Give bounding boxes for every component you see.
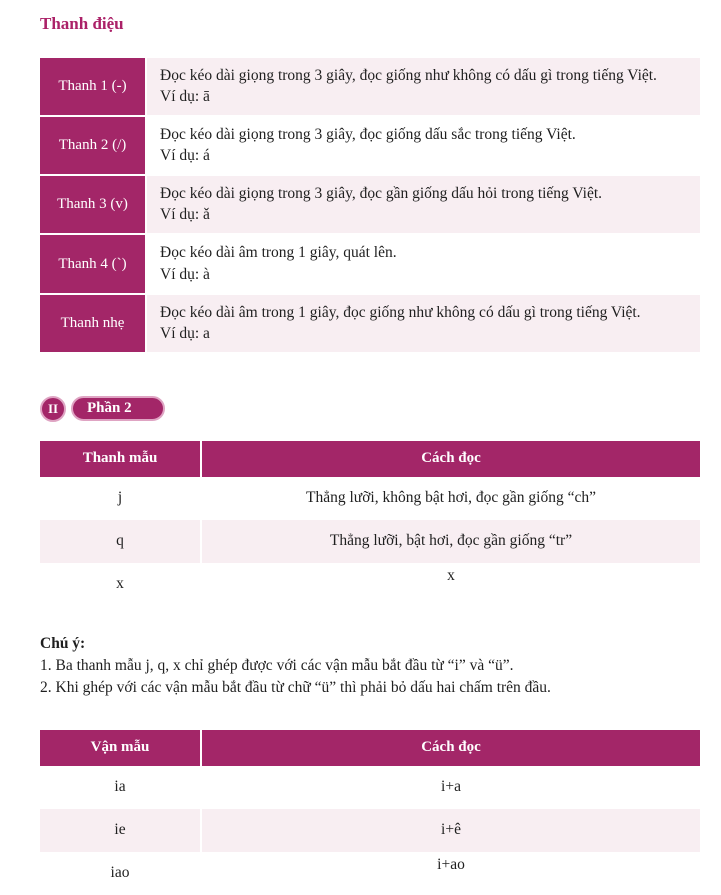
tone-label: Thanh nhẹ	[40, 295, 145, 352]
tone-label: Thanh 1 (-)	[40, 58, 145, 115]
tone-row-5	[40, 295, 700, 352]
table-row	[40, 520, 700, 563]
tone-row-4	[40, 235, 700, 292]
final-value: ia	[114, 778, 126, 796]
final-value: ie	[114, 821, 126, 839]
table-row	[40, 852, 700, 895]
roman-numeral-badge: II	[40, 396, 66, 422]
tone-example: Ví dụ: a	[160, 324, 210, 342]
final-cell	[40, 852, 200, 895]
reading-cell	[202, 852, 700, 895]
initial-cell	[40, 563, 200, 606]
finals-table	[40, 730, 700, 895]
tone-example: Ví dụ: á	[160, 147, 210, 165]
finals-table-header	[40, 730, 700, 766]
table-row	[40, 563, 700, 606]
final-cell	[40, 766, 200, 809]
tone-row-2	[40, 117, 700, 174]
initial-value: j	[117, 489, 123, 507]
tone-description	[147, 176, 700, 233]
reading-value: x	[447, 567, 455, 585]
initial-value: x	[116, 575, 124, 593]
notes-section	[40, 633, 700, 699]
final-cell	[40, 809, 200, 852]
tone-example: Ví dụ: à	[160, 265, 210, 283]
reading-value: i+a	[441, 778, 461, 796]
column-header-thanh-mau: Thanh mẫu	[40, 441, 200, 477]
reading-cell	[202, 520, 700, 563]
final-value: iao	[110, 864, 130, 882]
reading-cell	[202, 477, 700, 520]
initial-cell	[40, 520, 200, 563]
tone-desc-text: Đọc kéo dài giọng trong 3 giây, đọc giống dấu sắc trong tiếng Việt.	[160, 126, 576, 144]
initials-table-header	[40, 441, 700, 477]
tone-row-1	[40, 58, 700, 115]
page-title: Thanh điệu	[40, 14, 124, 33]
table-row	[40, 809, 700, 852]
reading-value: i+ao	[437, 856, 465, 874]
note-item-2: 2. Khi ghép với các vận mẫu bắt đầu từ chữ “ü” thì phải bỏ dấu hai chấm trên đầu.	[40, 678, 551, 696]
initial-cell	[40, 477, 200, 520]
tone-desc-text: Đọc kéo dài âm trong 1 giây, quát lên.	[160, 244, 397, 262]
reading-value: Thẳng lưỡi, không bật hơi, đọc gần giống “ch”	[306, 489, 596, 507]
reading-cell	[202, 766, 700, 809]
column-header-van-mau: Vận mẫu	[40, 730, 200, 766]
table-row	[40, 766, 700, 809]
reading-cell	[202, 563, 700, 606]
tone-desc-text: Đọc kéo dài giọng trong 3 giây, đọc gần giống dấu hỏi trong tiếng Việt.	[160, 185, 603, 203]
tone-label: Thanh 4 (`)	[40, 235, 145, 292]
column-header-cach-doc: Cách đọc	[202, 441, 700, 477]
tone-example: Ví dụ: ǎ	[160, 206, 210, 224]
reading-value: Thẳng lưỡi, bật hơi, đọc gần giống “tr”	[329, 532, 573, 550]
tone-row-3	[40, 176, 700, 233]
initials-table	[40, 441, 700, 606]
tone-label: Thanh 3 (v)	[40, 176, 145, 233]
section-badge: Phần 2	[71, 396, 165, 421]
tone-desc-text: Đọc kéo dài giọng trong 3 giây, đọc giống như không có dấu gì trong tiếng Việt.	[160, 67, 657, 84]
reading-cell	[202, 809, 700, 852]
tone-table	[40, 58, 700, 352]
section-2-marker	[40, 396, 700, 422]
reading-value: i+ê	[441, 821, 461, 839]
column-header-cach-doc: Cách đọc	[202, 730, 700, 766]
tone-description	[147, 58, 700, 115]
notes-heading: Chú ý:	[40, 634, 86, 652]
initial-value: q	[116, 532, 124, 550]
tone-description	[147, 235, 700, 292]
note-item-1: 1. Ba thanh mẫu j, q, x chỉ ghép được với các vận mẫu bắt đầu từ “i” và “ü”.	[40, 656, 514, 674]
table-row	[40, 477, 700, 520]
tone-description	[147, 295, 700, 352]
tone-desc-text: Đọc kéo dài âm trong 1 giây, đọc giống như không có dấu gì trong tiếng Việt.	[160, 303, 641, 321]
tone-label: Thanh 2 (/)	[40, 117, 145, 174]
tone-example: Ví dụ: ā	[160, 88, 210, 106]
tone-description	[147, 117, 700, 174]
